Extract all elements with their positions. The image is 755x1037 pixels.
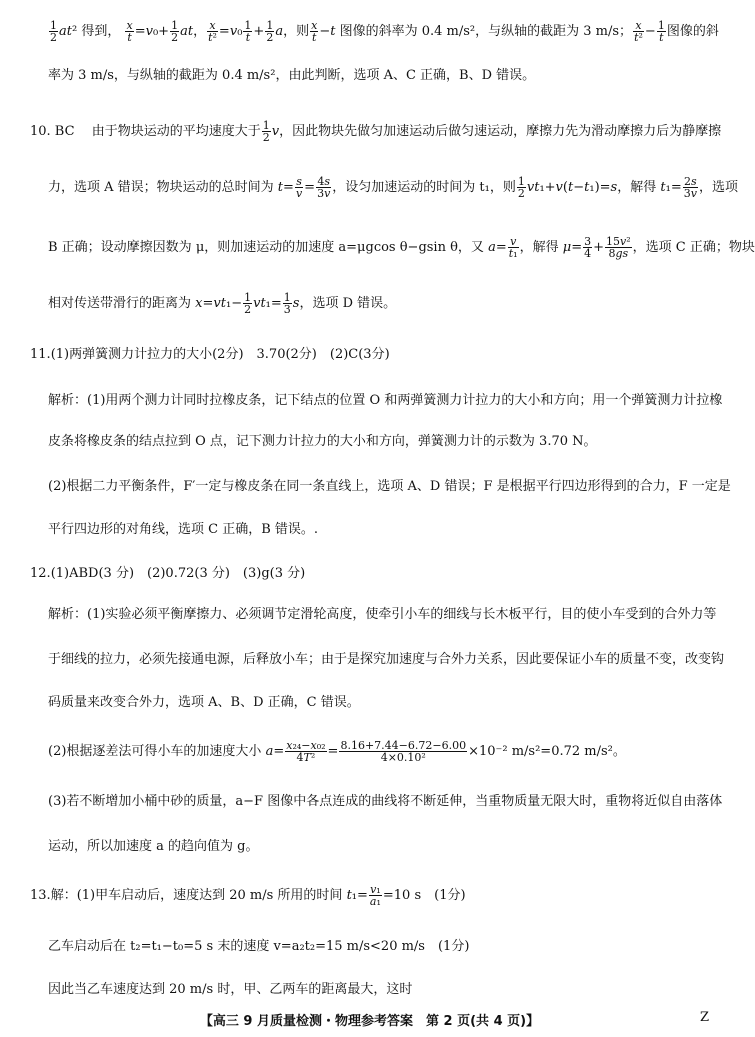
q12-line-4: (2)根据逐差法可得小车的加速度大小 a= $\frac{\text{x₂₄−x₀₂}}{\text{4T²}}$ = $\frac{8.16+7.44-6.72-6.00}{\text{4×0.10²}}$ ×10⁻² m/s²=0.72 m/s²。 [48, 739, 626, 764]
q10-line-2: 力，选项 A 错误；物块运动的总时间为 t= $\frac{s}{v}$ = $\frac{4s}{3v}$ ，设匀加速运动的时间为 t₁，则 $\frac{1}{2}$ vt₁+v(t−t₁)=s，解得 t₁= $\frac{2s}{3v}$ ，选项 [48, 175, 738, 200]
q11-number: 11. [30, 347, 51, 362]
page-footer: 【高三 9 月质量检测・物理参考答案 第 2 页(共 4 页)】 [199, 1014, 540, 1029]
q11-line-3: (2)根据二力平衡条件，F′一定与橡皮条在同一条直线上，选项 A、D 错误；F 是根据平行四边形得到的合力，F 一定是 [48, 479, 731, 494]
q10-line-1: 10. BC 由于物块运动的平均速度大于 $\frac{1}{2}$ v，因此物块先做匀加速运动后做匀速运动，摩擦力先为滑动摩擦力后为静摩擦 [30, 119, 722, 144]
q13-line-1: 13.解：(1)甲车启动后，速度达到 20 m/s 所用的时间 t₁= $\frac{\text{v₁}}{\text{a₁}}$ =10 s (1分) [30, 883, 466, 908]
q11-line-2: 皮条将橡皮条的结点拉到 O 点，记下测力计拉力的大小和方向，弹簧测力计的示数为 3.70 N。 [48, 434, 597, 449]
q11-answer-line: 11.(1)两弹簧测力计拉力的大小(2分) 3.70(2分) (2)C(3分) [30, 347, 390, 362]
q12-line-6: 运动，所以加速度 a 的趋向值为 g。 [48, 839, 259, 854]
q12-answer-line: 12.(1)ABD(3 分) (2)0.72(3 分) (3)g(3 分) [30, 566, 306, 581]
q9-line-2: 率为 3 m/s，与纵轴的截距为 0.4 m/s²，由此判断，选项 A、C 正确，B、D 错误。 [48, 68, 536, 83]
q12-line-5: (3)若不断增加小桶中砂的质量，a−F 图像中各点连成的曲线将不断延伸，当重物质量无限大时，重物将近似自由落体 [48, 794, 723, 809]
q12-number: 12. [30, 566, 51, 581]
q13-line-3: 因此当乙车速度达到 20 m/s 时，甲、乙两车的距离最大，这时 [48, 982, 413, 997]
q9-line-1: $\frac{1}{2}$ at² 得到， $\frac{x}{t}$ =v₀+ $\frac{1}{2}$ at， $\frac{x}{\text{t²}}$ =v₀ $\frac{1}{t}$ + $\frac{1}{2}$ a，则 $\frac{x}{t}$ −t 图像的斜率为 0.4 m/s²，与纵轴的截距为 3 m/s； $\frac{x}{\text{t²}}$ − $\frac{1}{t}$ 图像的斜 [50, 19, 719, 44]
q13-number: 13. [30, 888, 51, 903]
q11-line-1: 解析：(1)用两个测力计同时拉橡皮条，记下结点的位置 O 和两弹簧测力计拉力的大小和方向；用一个弹簧测力计拉橡 [48, 393, 723, 408]
q10-number: 10. BC [30, 124, 75, 139]
q12-line-1: 解析：(1)实验必须平衡摩擦力、必须调节定滑轮高度，使牵引小车的细线与长木板平行，目的使小车受到的合外力等 [48, 607, 717, 622]
q12-line-2: 于细线的拉力，必须先接通电源，后释放小车；由于是探究加速度与合外力关系，因此要保证小车的质量不变，改变钩 [48, 652, 725, 667]
q13-line-2: 乙车启动后在 t₂=t₁−t₀=5 s 末的速度 v=a₂t₂=15 m/s<20 m/s (1分) [48, 939, 470, 954]
q10-line-4: 相对传送带滑行的距离为 x=vt₁− $\frac{1}{2}$ vt₁= $\frac{1}{3}$ s，选项 D 错误。 [48, 291, 397, 316]
corner-mark: Z [699, 1010, 709, 1025]
q10-line-3: B 正确；设动摩擦因数为 μ，则加速运动的加速度 a=μgcos θ−gsin θ，又 a= $\frac{v}{\text{t₁}}$ ，解得 μ= $\frac{3}{4}$ + $\frac{\text{15v²}}{8gs}$ ，选项 C 正确；物块 [48, 235, 755, 260]
q11-line-4: 平行四边形的对角线，选项 C 正确，B 错误。. [48, 522, 319, 537]
q12-line-3: 码质量来改变合外力，选项 A、B、D 正确，C 错误。 [48, 695, 360, 710]
